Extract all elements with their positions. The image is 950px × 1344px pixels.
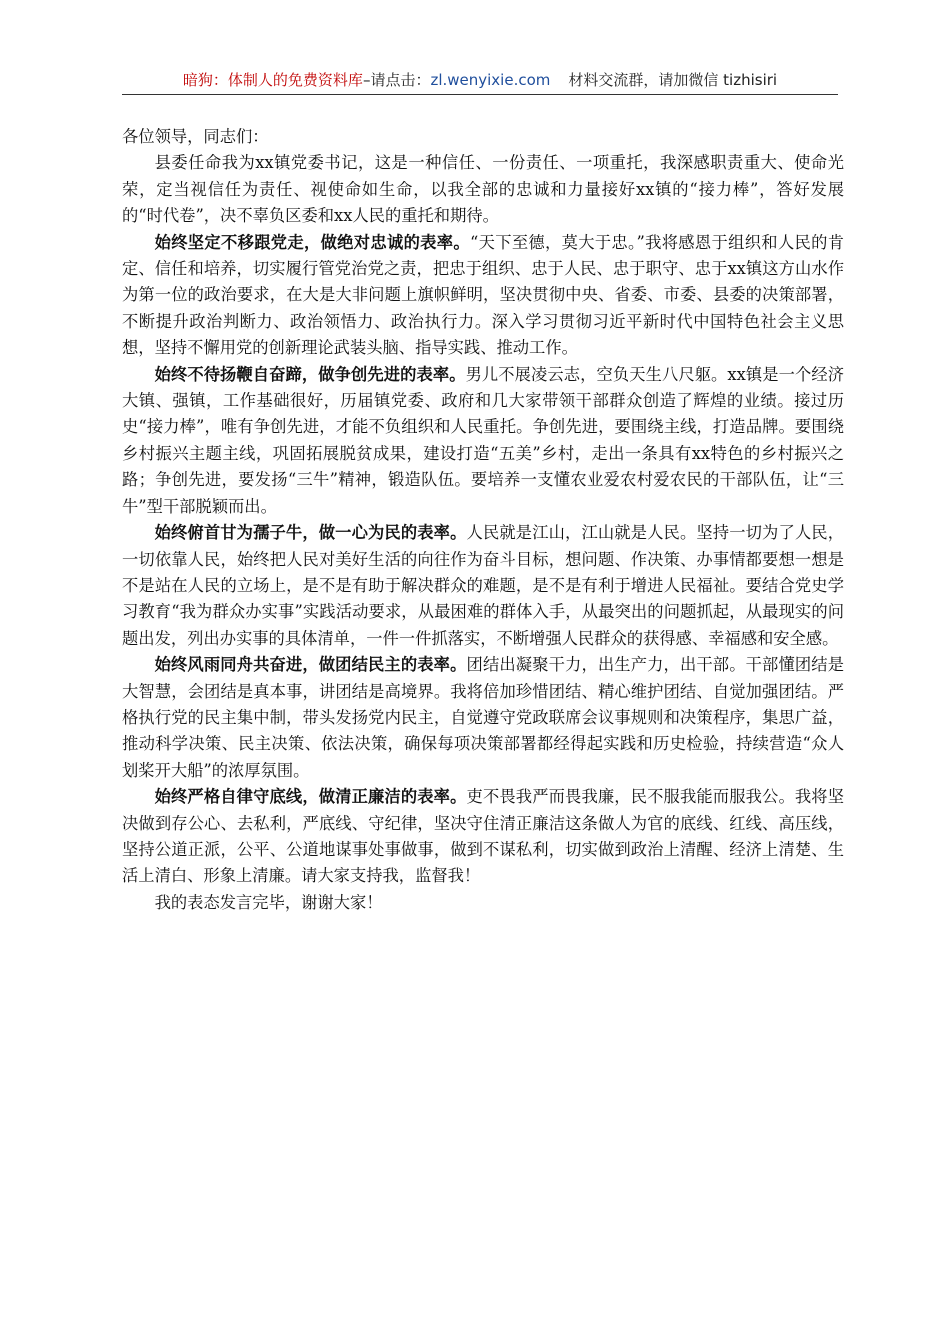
section-heading: 始终俯首甘为孺子牛，做一心为民的表率。 bbox=[154, 523, 467, 543]
speech-body bbox=[122, 124, 844, 916]
section-body: 男儿不展凌云志，空负天生八尺躯。xx镇是一个经济大镇、强镇，工作基础很好，历届镇党委、政府和几大家带领干部群众创造了辉煌的业绩。接过历史“接力棒”，唯有争创先进，才能不负组织和人民重托。争创先进，要围绕主线，打造品牌。要围绕乡村振兴主题主线，巩固拓展脱贫成果，建设打造“五美”乡村，走出一条具有xx特色的乡村振兴之路；争创先进，要发扬“三牛”精神，锻造队伍。要培养一支懂农业爱农村爱农民的干部队伍，让“三牛”型干部脱颖而出。 bbox=[122, 364, 844, 516]
section-paragraph bbox=[122, 652, 844, 784]
closing-paragraph: 我的表态发言完毕，谢谢大家！ bbox=[154, 892, 383, 912]
section-heading: 始终不待扬鞭自奋蹄，做争创先进的表率。 bbox=[154, 364, 466, 384]
section-heading: 始终风雨同舟共奋进，做团结民主的表率。 bbox=[154, 655, 467, 675]
header-url-link[interactable]: zl.wenyixie.com bbox=[430, 71, 551, 89]
section-paragraph bbox=[122, 362, 844, 520]
header-brand: 暗狗：体制人的免费资料库 bbox=[182, 71, 363, 89]
section-body: 吏不畏我严而畏我廉，民不服我能而服我公。我将坚决做到存公心、去私利，严底线、守纪律，坚决守住清正廉洁这条做人为官的底线、红线、高压线，坚持公道正派，公平、公道地谋事处事做事，做到不谋私利，切实做到政治上清醒、经济上清楚、生活上清白、形象上清廉。请大家支持我，监督我！ bbox=[122, 787, 844, 886]
greeting: 各位领导，同志们： bbox=[122, 127, 269, 146]
section-heading: 始终严格自律守底线，做清正廉洁的表率。 bbox=[154, 787, 467, 807]
section-paragraph bbox=[122, 520, 844, 652]
section-body: 人民就是江山，江山就是人民。坚持一切为了人民，一切依靠人民，始终把人民对美好生活的向往作为奋斗目标，想问题、作决策、办事情都要想一想是不是站在人民的立场上，是不是有助于解决群众的难题，是不是有利于增进人民福祉。要结合党史学习教育“我为群众办实事”实践活动要求，从最困难的群体入手，从最突出的问题抓起，从最现实的问题出发，列出办实事的具体清单，一件一件抓落实，不断增强人民群众的获得感、幸福感和安全感。 bbox=[122, 523, 844, 648]
page-header bbox=[122, 70, 838, 95]
intro-paragraph: 县委任命我为xx镇党委书记，这是一种信任、一份责任、一项重托，我深感职责重大、使命光荣，定当视信任为责任、视使命如生命，以我全部的忠诚和力量接好xx镇的“接力棒”，答好发展的“时代卷”，决不辜负区委和xx人民的重托和期待。 bbox=[122, 153, 844, 226]
section-paragraph bbox=[122, 230, 844, 362]
section-body: “天下至德，莫大于忠。”我将感恩于组织和人民的肯定、信任和培养，切实履行管党治党之责，把忠于组织、忠于人民、忠于职守、忠于xx镇这方山水作为第一位的政治要求，在大是大非问题上旗帜鲜明，坚决贯彻中央、省委、市委、县委的决策部署，不断提升政治判断力、政治领悟力、政治执行力。深入学习贯彻习近平新时代中国特色社会主义思想，坚持不懈用党的创新理论武装头脑、指导实践、推动工作。 bbox=[122, 232, 844, 358]
section-body: 团结出凝聚干力，出生产力，出干部。干部懂团结是大智慧，会团结是真本事，讲团结是高境界。我将倍加珍惜团结、精心维护团结、自觉加强团结。严格执行党的民主集中制，带头发扬党内民主，自觉遵守党政联席会议事规则和决策程序，集思广益，推动科学决策、民主决策、依法决策，确保每项决策部署都经得起实践和历史检验，持续营造“众人划桨开大船”的浓厚氛围。 bbox=[122, 655, 844, 780]
section-paragraph bbox=[122, 784, 844, 890]
header-contact: 材料交流群，请加微信 tizhisiri bbox=[568, 71, 778, 89]
header-prompt: –请点击： bbox=[362, 71, 431, 89]
section-heading: 始终坚定不移跟党走，做绝对忠诚的表率。 bbox=[154, 232, 470, 252]
